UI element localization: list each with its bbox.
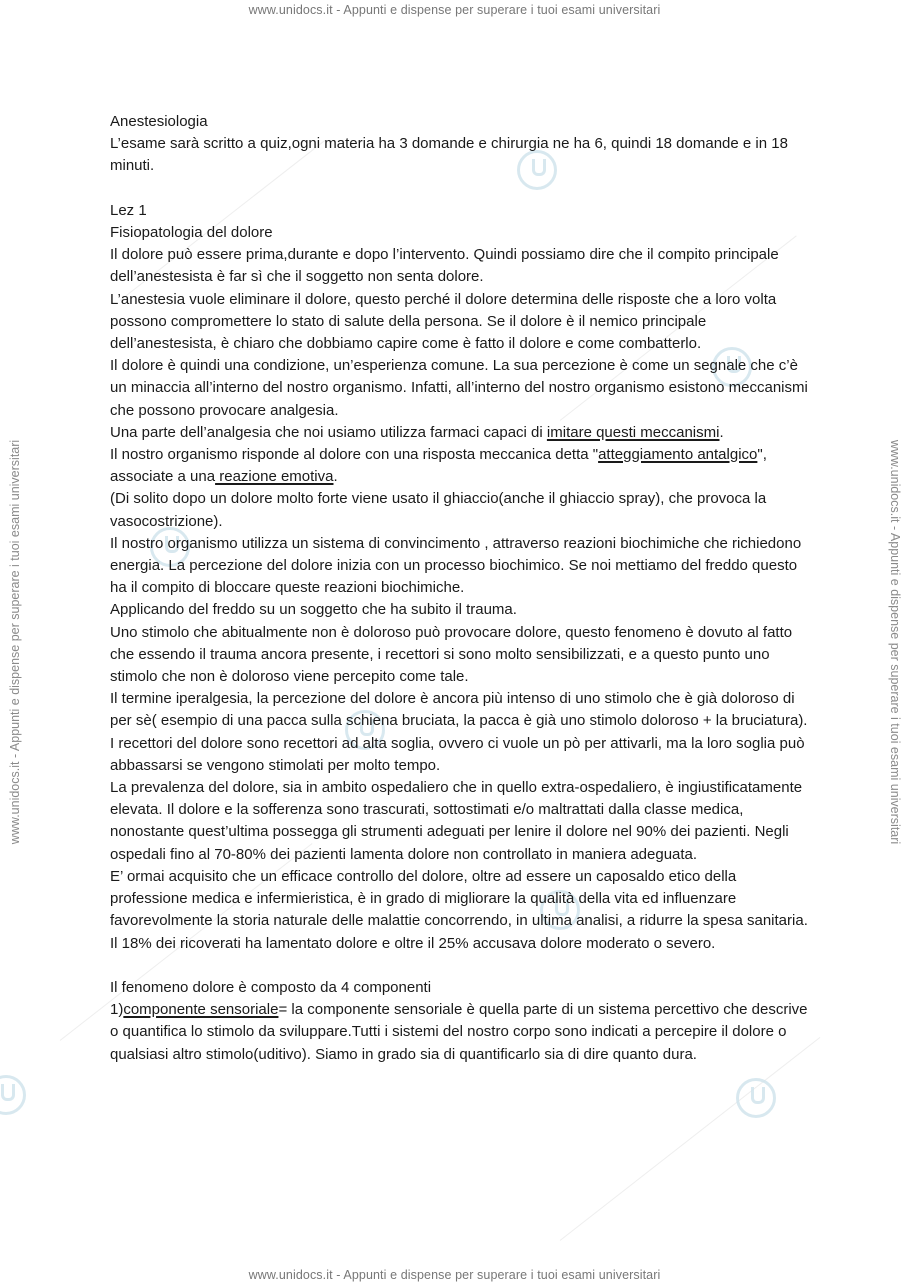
paragraph: La prevalenza del dolore, sia in ambito ospedaliero che in quello extra-ospedaliero, è ingiustificatamente elevata. Il dolore e la sofferenza sono trascurati, sottostimati e/o maltrattati dalla classe medica, nonostante quest’ultima possegga gli strumenti adeguati per lenire il dolore nel 90% dei pazienti. Negli ospedali fino al 70-80% dei pazienti lamenta dolore non controllato in maniera adeguata. bbox=[110, 779, 803, 863]
watermark-logo-icon bbox=[0, 1075, 26, 1115]
paragraph: Il dolore può essere prima,durante e dopo l’intervento. Quindi possiamo dire che il compito principale dell’anestesista è far sì che il soggetto non senta dolore. bbox=[110, 246, 779, 286]
watermark-logo-icon bbox=[736, 1078, 776, 1118]
watermark-banner-top: www.unidocs.it - Appunti e dispense per superare i tuoi esami universitari bbox=[248, 3, 661, 17]
watermark-line bbox=[560, 1037, 821, 1241]
paragraph: Il 18% dei ricoverati ha lamentato dolore e oltre il 25% accusava dolore moderato o severo. bbox=[110, 934, 716, 952]
paragraph bbox=[110, 999, 810, 1066]
spacer bbox=[110, 178, 810, 200]
paragraph-text: Il nostro organismo risponde al dolore con una risposta meccanica detta " bbox=[110, 446, 599, 464]
underlined-term: reazione emotiva bbox=[215, 468, 334, 486]
list-number: 1) bbox=[110, 1001, 124, 1019]
exam-note: L’esame sarà scritto a quiz,ogni materia ha 3 domande e chirurgia ne ha 6, quindi 18 domande e in 18 minuti. bbox=[110, 135, 788, 175]
paragraph: Applicando del freddo su un soggetto che ha subito il trauma. bbox=[110, 601, 517, 619]
underlined-term: atteggiamento antalgico bbox=[598, 446, 758, 464]
watermark-banner-bottom: www.unidocs.it - Appunti e dispense per superare i tuoi esami universitari bbox=[248, 1268, 661, 1282]
topic-heading: Fisiopatologia del dolore bbox=[110, 224, 273, 241]
paragraph bbox=[110, 422, 810, 444]
paragraph: Il termine iperalgesia, la percezione del dolore è ancora più intenso di uno stimolo che è già doloroso di per sè( esempio di una pacca sulla schiena bruciata, la pacca è già uno stimolo doloroso + la bruciatura). bbox=[110, 690, 808, 730]
underlined-term: componente sensoriale bbox=[123, 1001, 279, 1019]
paragraph: L’anestesia vuole eliminare il dolore, questo perché il dolore determina delle risposte che a loro volta possono compromettere lo stato di salute della persona. Se il dolore è il nemico principale dell’anestesista, è chiaro che dobbiamo capire come è fatto il dolore e come combatterlo. bbox=[110, 290, 777, 353]
paragraph-text: . bbox=[333, 468, 338, 486]
paragraph-text: = la componente sensoriale è quella parte di un sistema percettivo che descrive o quantifica lo stimolo da sviluppare.Tutti i sistemi del nostro corpo sono indicati a percepire il dolore o qualsiasi altro stimolo(uditivo). Siamo in grado sia di quantificarlo sia di dire quanto dura. bbox=[110, 1001, 808, 1063]
paragraph: E’ ormai acquisito che un efficace controllo del dolore, oltre ad essere un caposaldo etico della professione medica e infermieristica, è in grado di migliorare la qualità della vita ed influenzare favorevolmente la storia naturale delle malattie concorrendo, in ultima analisi, a ridurre la spesa sanitaria. bbox=[110, 867, 808, 930]
spacer bbox=[110, 955, 810, 977]
document-body bbox=[110, 111, 810, 1066]
paragraph: Il dolore è quindi una condizione, un’esperienza comune. La sua percezione è come un segnale che c’è un minaccia all’interno del nostro organismo. Infatti, all’interno del nostro organismo esistono meccanismi che possono provocare analgesia. bbox=[110, 357, 808, 419]
lesson-label: Lez 1 bbox=[110, 201, 147, 219]
paragraph: Uno stimolo che abitualmente non è doloroso può provocare dolore, questo fenomeno è dovuto al fatto che essendo il trauma ancora presente, i recettori si sono molto sensibilizzati, e a questo punto uno stimolo che non è doloroso viene percepito come tale. bbox=[110, 623, 793, 686]
watermark-side-right: www.unidocs.it - Appunti e dispense per superare i tuoi esami universitari bbox=[888, 439, 902, 845]
paragraph-text: Una parte dell’analgesia che noi usiamo utilizza farmaci capaci di bbox=[110, 423, 547, 441]
watermark-side-left: www.unidocs.it - Appunti e dispense per superare i tuoi esami universitari bbox=[8, 439, 22, 845]
underlined-term: imitare questi meccanismi bbox=[546, 423, 720, 441]
paragraph-text: ", associate a una bbox=[110, 446, 767, 486]
paragraph: I recettori del dolore sono recettori ad alta soglia, ovvero ci vuole un pò per attivarli, ma la loro soglia può abbassarsi se vengono stimolati per molto tempo. bbox=[110, 734, 805, 774]
paragraph: Il nostro organismo utilizza un sistema di convincimento , attraverso reazioni biochimiche che richiedono energia. La percezione del dolore inizia con un processo biochimico. Se noi mettiamo del freddo questo ha il compito di bloccare queste reazioni biochimiche. bbox=[110, 534, 802, 597]
paragraph: Il fenomeno dolore è composto da 4 componenti bbox=[110, 978, 432, 996]
paragraph bbox=[110, 444, 810, 488]
document-title: Anestesiologia bbox=[110, 113, 208, 130]
paragraph: (Di solito dopo un dolore molto forte viene usato il ghiaccio(anche il ghiaccio spray), che provoca la vasocostrizione). bbox=[110, 490, 767, 530]
paragraph-text: . bbox=[719, 423, 724, 441]
